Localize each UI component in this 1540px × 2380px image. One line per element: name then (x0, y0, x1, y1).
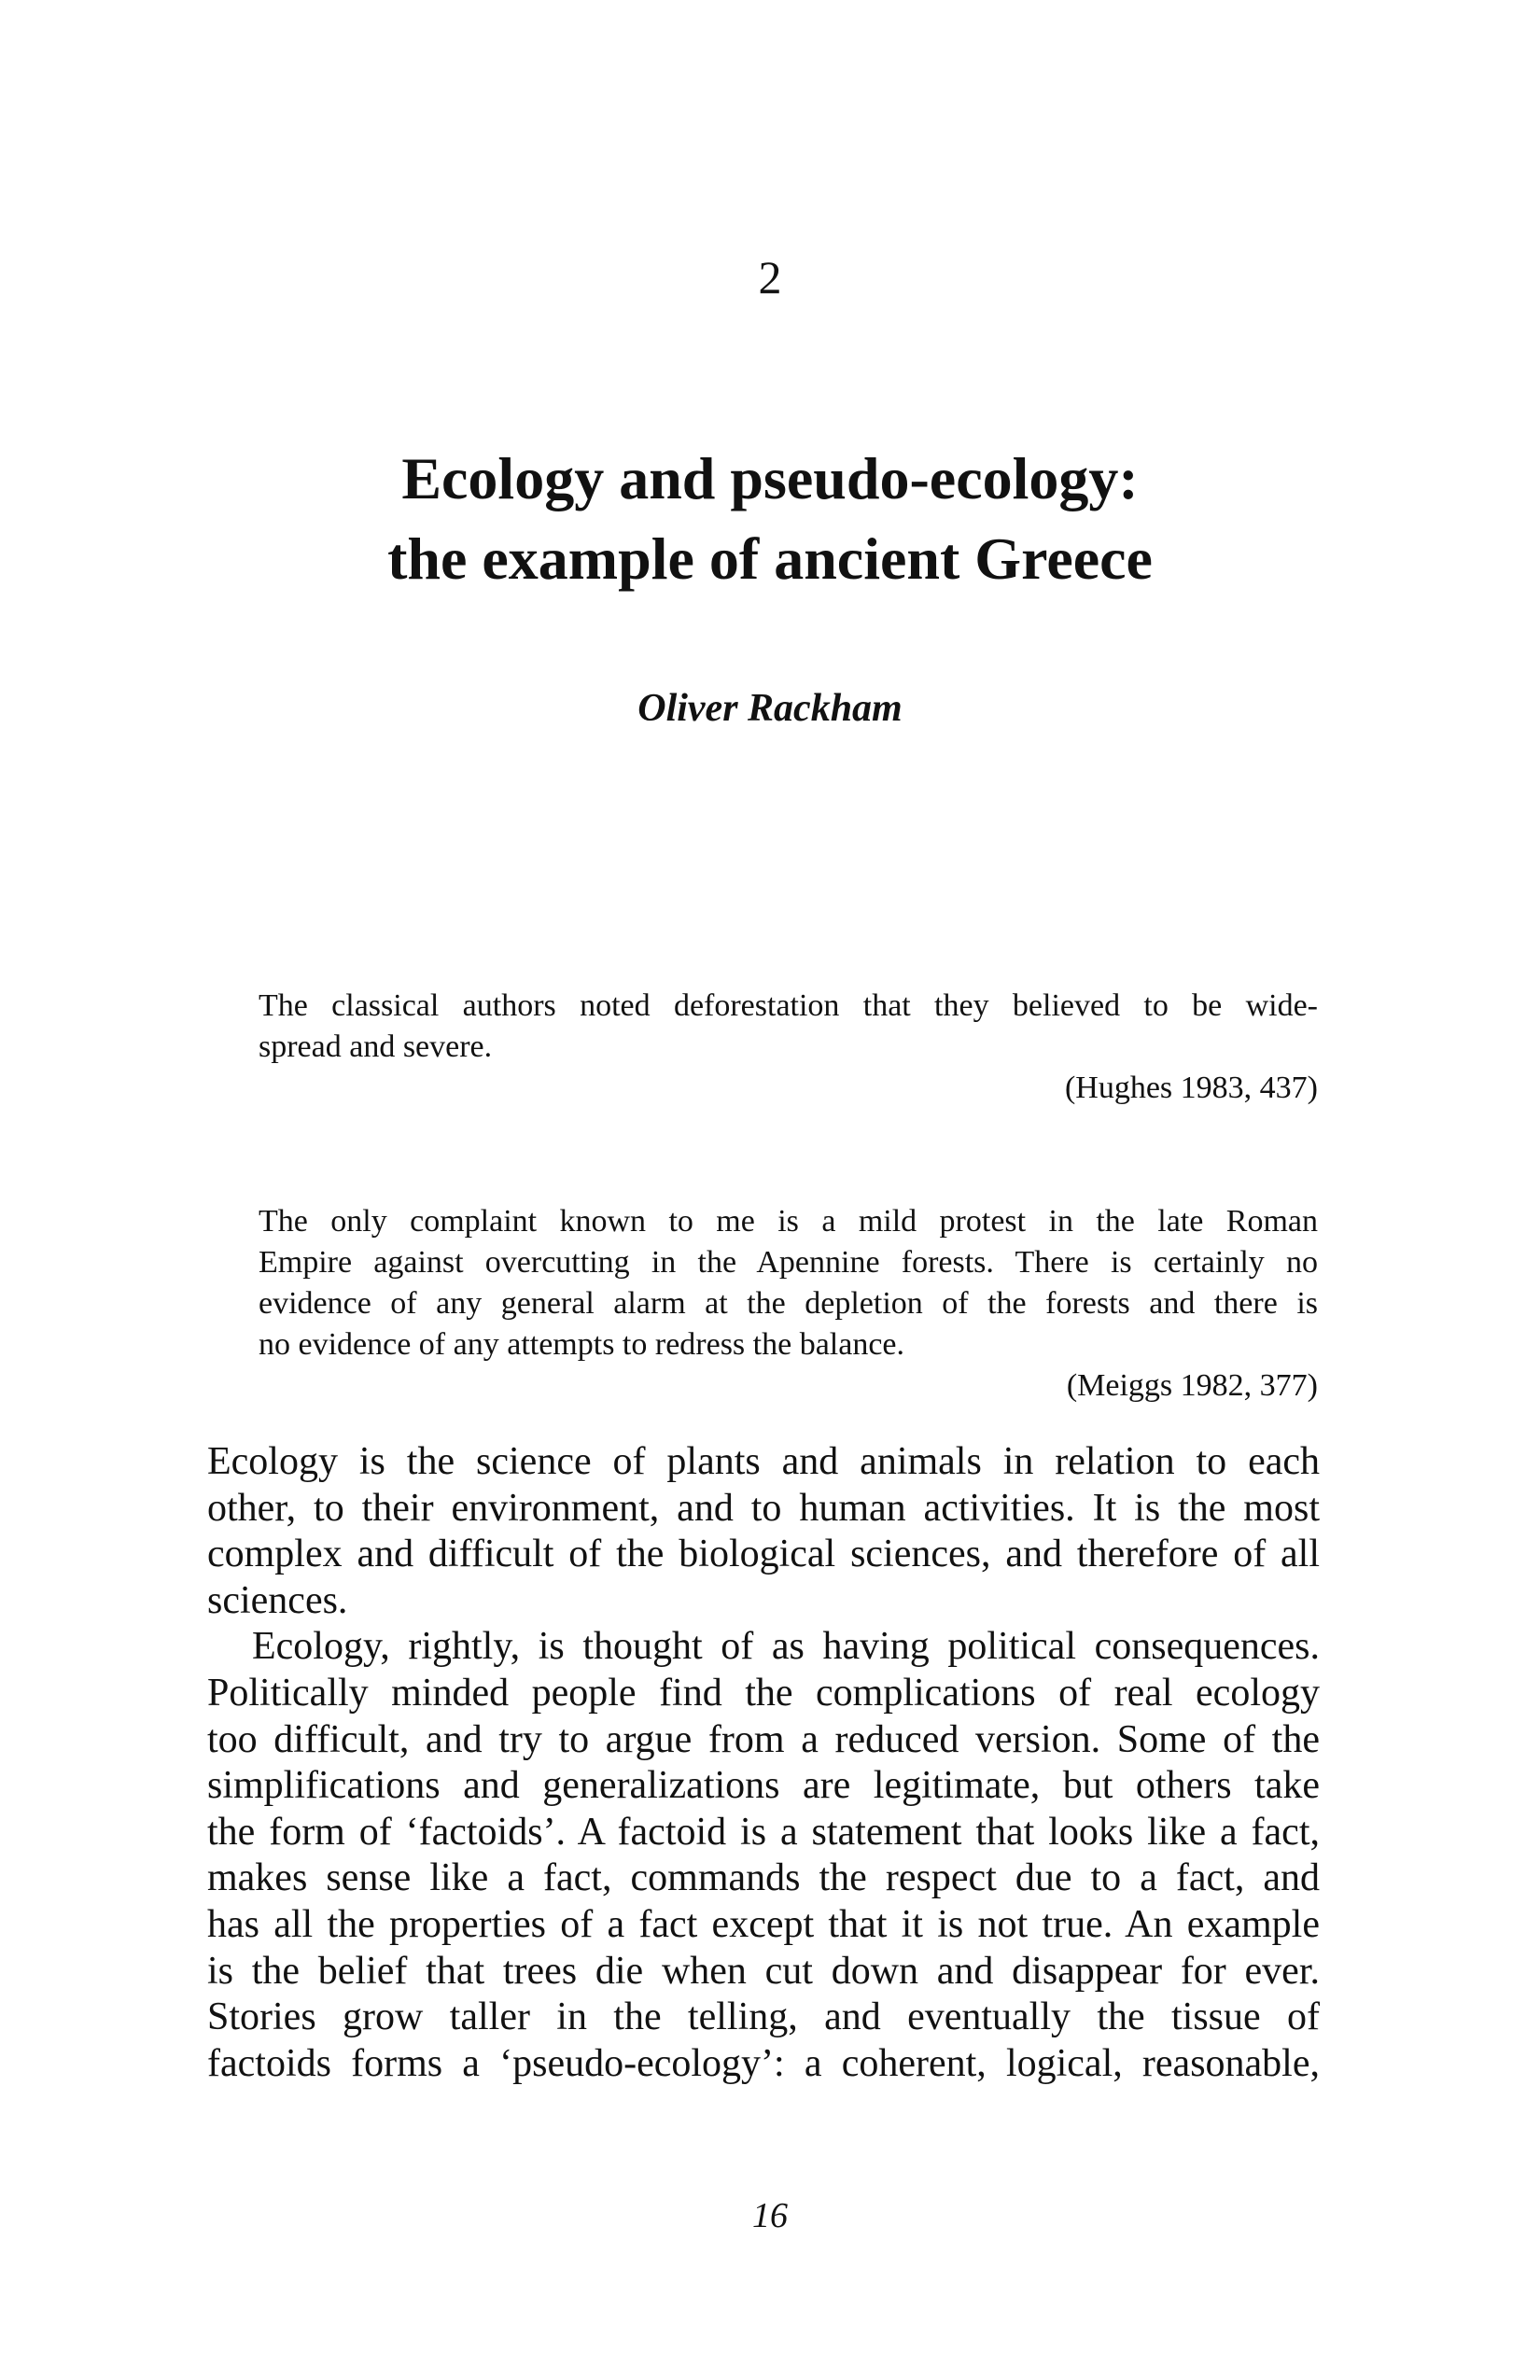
chapter-author: Oliver Rackham (637, 687, 903, 730)
chapter-title-line: the example of ancient Greece (387, 525, 1153, 592)
body-line: Politically minded people find the complications of real ecology (207, 1671, 1320, 1715)
epigraph-line: no evidence of any attempts to redress the balance. (259, 1327, 905, 1362)
body-line: Stories grow taller in the telling, and eventually the tissue of (207, 1995, 1320, 2039)
body-line: simplifications and generalizations are legitimate, but others take (207, 1764, 1320, 1808)
body-line: Ecology is the science of plants and animals in relation to each (207, 1440, 1320, 1483)
body-line: is the belief that trees die when cut down and disappear for ever. (207, 1949, 1320, 1993)
epigraph-line: The only complaint known to me is a mild protest in the late Roman (259, 1204, 1318, 1239)
page-number: 16 (752, 2196, 788, 2235)
epigraph (259, 1201, 1318, 1407)
epigraph-line: Empire against overcutting in the Apennine forests. There is certainly no (259, 1245, 1318, 1280)
body-line: Ecology, rightly, is thought of as having political consequences. (252, 1625, 1320, 1669)
body-line: the form of ‘factoids’. A factoid is a statement that looks like a fact, (207, 1810, 1320, 1854)
body-line: too difficult, and try to argue from a reduced version. Some of the (207, 1717, 1320, 1761)
body-line: factoids forms a ‘pseudo-ecology’: a coherent, logical, reasonable, (207, 2041, 1320, 2085)
body-line: has all the properties of a fact except that it is not true. An example (207, 1902, 1320, 1946)
body-line: sciences. (207, 1578, 348, 1622)
epigraph-citation: (Hughes 1983, 437) (1064, 1071, 1318, 1105)
chapter-title-line: Ecology and pseudo-ecology: (401, 445, 1139, 511)
epigraph-line: spread and severe. (259, 1029, 493, 1064)
epigraph (259, 986, 1318, 1109)
epigraph-citation: (Meiggs 1982, 377) (1066, 1368, 1318, 1403)
chapter-number: 2 (758, 251, 782, 303)
body-line: makes sense like a fact, commands the respect due to a fact, and (207, 1856, 1320, 1900)
epigraph-line: evidence of any general alarm at the depletion of the forests and there is (259, 1286, 1318, 1321)
chapter-title (0, 439, 1540, 599)
epigraph-line: The classical authors noted deforestation that they believed to be wide- (259, 988, 1318, 1023)
body-text (207, 1439, 1320, 2087)
body-line: complex and difficult of the biological sciences, and therefore of all (207, 1533, 1320, 1576)
body-line: other, to their environment, and to human activities. It is the most (207, 1486, 1320, 1530)
